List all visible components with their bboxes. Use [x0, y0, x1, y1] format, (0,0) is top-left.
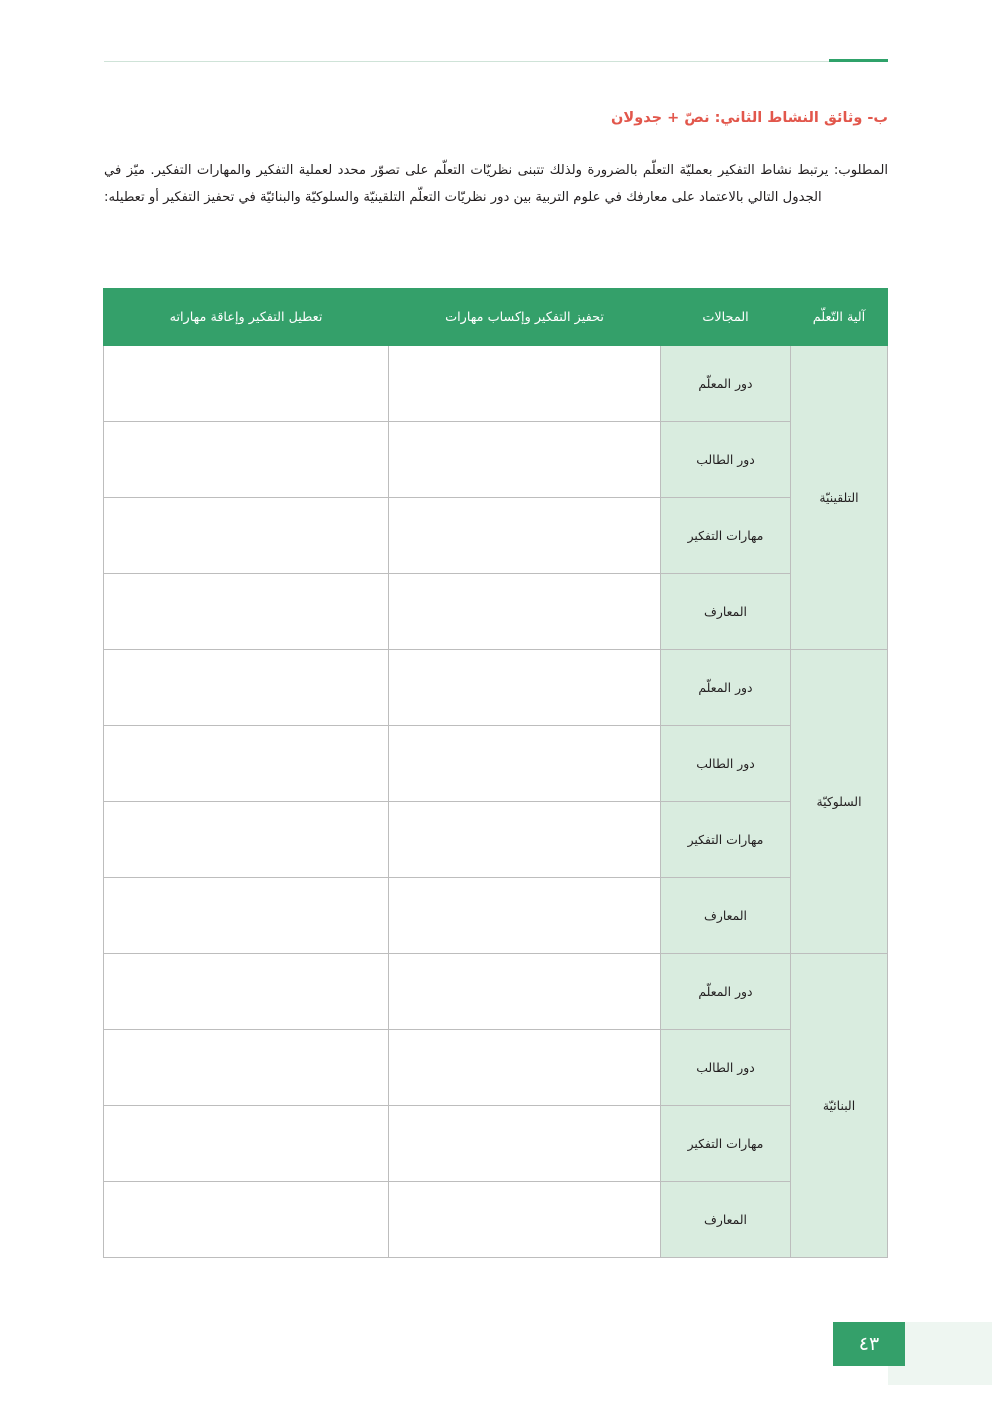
learning-theories-table: [103, 288, 888, 1258]
obstruction-answer-cell[interactable]: [104, 1030, 389, 1106]
field-cell: دور المعلّم: [661, 650, 791, 726]
obstruction-answer-cell[interactable]: [104, 1182, 389, 1258]
table-row: [104, 650, 888, 726]
obstruction-answer-cell[interactable]: [104, 954, 389, 1030]
obstruction-answer-cell[interactable]: [104, 650, 389, 726]
field-cell: دور المعلّم: [661, 954, 791, 1030]
obstruction-answer-cell[interactable]: [104, 574, 389, 650]
activity-table-container: [104, 288, 888, 1258]
field-cell: مهارات التفكير: [661, 1106, 791, 1182]
stimulation-answer-cell[interactable]: [389, 726, 661, 802]
stimulation-answer-cell[interactable]: [389, 1182, 661, 1258]
table-header-row: [104, 289, 888, 346]
stimulation-answer-cell[interactable]: [389, 1030, 661, 1106]
obstruction-answer-cell[interactable]: [104, 726, 389, 802]
column-header-mechanism: آلية التّعلّم: [791, 289, 888, 346]
table-row: [104, 802, 888, 878]
field-cell: المعارف: [661, 878, 791, 954]
stimulation-answer-cell[interactable]: [389, 650, 661, 726]
mechanism-cell: السلوكيّة: [791, 650, 888, 954]
header-accent-mark: [829, 59, 888, 62]
obstruction-answer-cell[interactable]: [104, 802, 389, 878]
section-heading: ب- وثائق النشاط الثاني: نصّ + جدولان: [611, 110, 888, 126]
table-row: [104, 726, 888, 802]
stimulation-answer-cell[interactable]: [389, 498, 661, 574]
table-row: [104, 498, 888, 574]
table-row: [104, 422, 888, 498]
mechanism-cell: التلقينيّة: [791, 346, 888, 650]
table-row: [104, 1030, 888, 1106]
table-row: [104, 1106, 888, 1182]
intro-paragraph: المطلوب: يرتبط نشاط التفكير بعمليّة التعلّم بالضرورة ولذلك تتبنى نظريّات التعلّم على تصوّر محدد لعملية التفكير والمهارات التفكير. ميّز في الجدول التالي بالاعتماد على معارفك في علوم التربية بين دور نظريّات التعلّم التلقينيّة والسلوكيّة والبنائيّة في تحفيز التفكير أو تعطيله:: [104, 163, 888, 205]
stimulation-answer-cell[interactable]: [389, 574, 661, 650]
field-cell: دور الطالب: [661, 726, 791, 802]
stimulation-answer-cell[interactable]: [389, 346, 661, 422]
column-header-obstruction: تعطيل التفكير وإعاقة مهاراته: [104, 289, 389, 346]
table-row: [104, 574, 888, 650]
column-header-stimulation: تحفيز التفكير وإكساب مهارات: [389, 289, 661, 346]
mechanism-cell: البنائيّة: [791, 954, 888, 1258]
table-row: [104, 878, 888, 954]
obstruction-answer-cell[interactable]: [104, 422, 389, 498]
field-cell: دور المعلّم: [661, 346, 791, 422]
field-cell: دور الطالب: [661, 422, 791, 498]
obstruction-answer-cell[interactable]: [104, 346, 389, 422]
stimulation-answer-cell[interactable]: [389, 954, 661, 1030]
column-header-fields: المجالات: [661, 289, 791, 346]
obstruction-answer-cell[interactable]: [104, 498, 389, 574]
stimulation-answer-cell[interactable]: [389, 878, 661, 954]
stimulation-answer-cell[interactable]: [389, 1106, 661, 1182]
table-body: [104, 346, 888, 1258]
stimulation-answer-cell[interactable]: [389, 422, 661, 498]
stimulation-answer-cell[interactable]: [389, 802, 661, 878]
table-row: [104, 954, 888, 1030]
table-row: [104, 1182, 888, 1258]
field-cell: المعارف: [661, 574, 791, 650]
field-cell: دور الطالب: [661, 1030, 791, 1106]
table-row: [104, 346, 888, 422]
obstruction-answer-cell[interactable]: [104, 878, 389, 954]
page-number: ٤٣: [833, 1322, 905, 1366]
header-divider: [104, 61, 888, 62]
obstruction-answer-cell[interactable]: [104, 1106, 389, 1182]
field-cell: مهارات التفكير: [661, 802, 791, 878]
field-cell: المعارف: [661, 1182, 791, 1258]
field-cell: مهارات التفكير: [661, 498, 791, 574]
